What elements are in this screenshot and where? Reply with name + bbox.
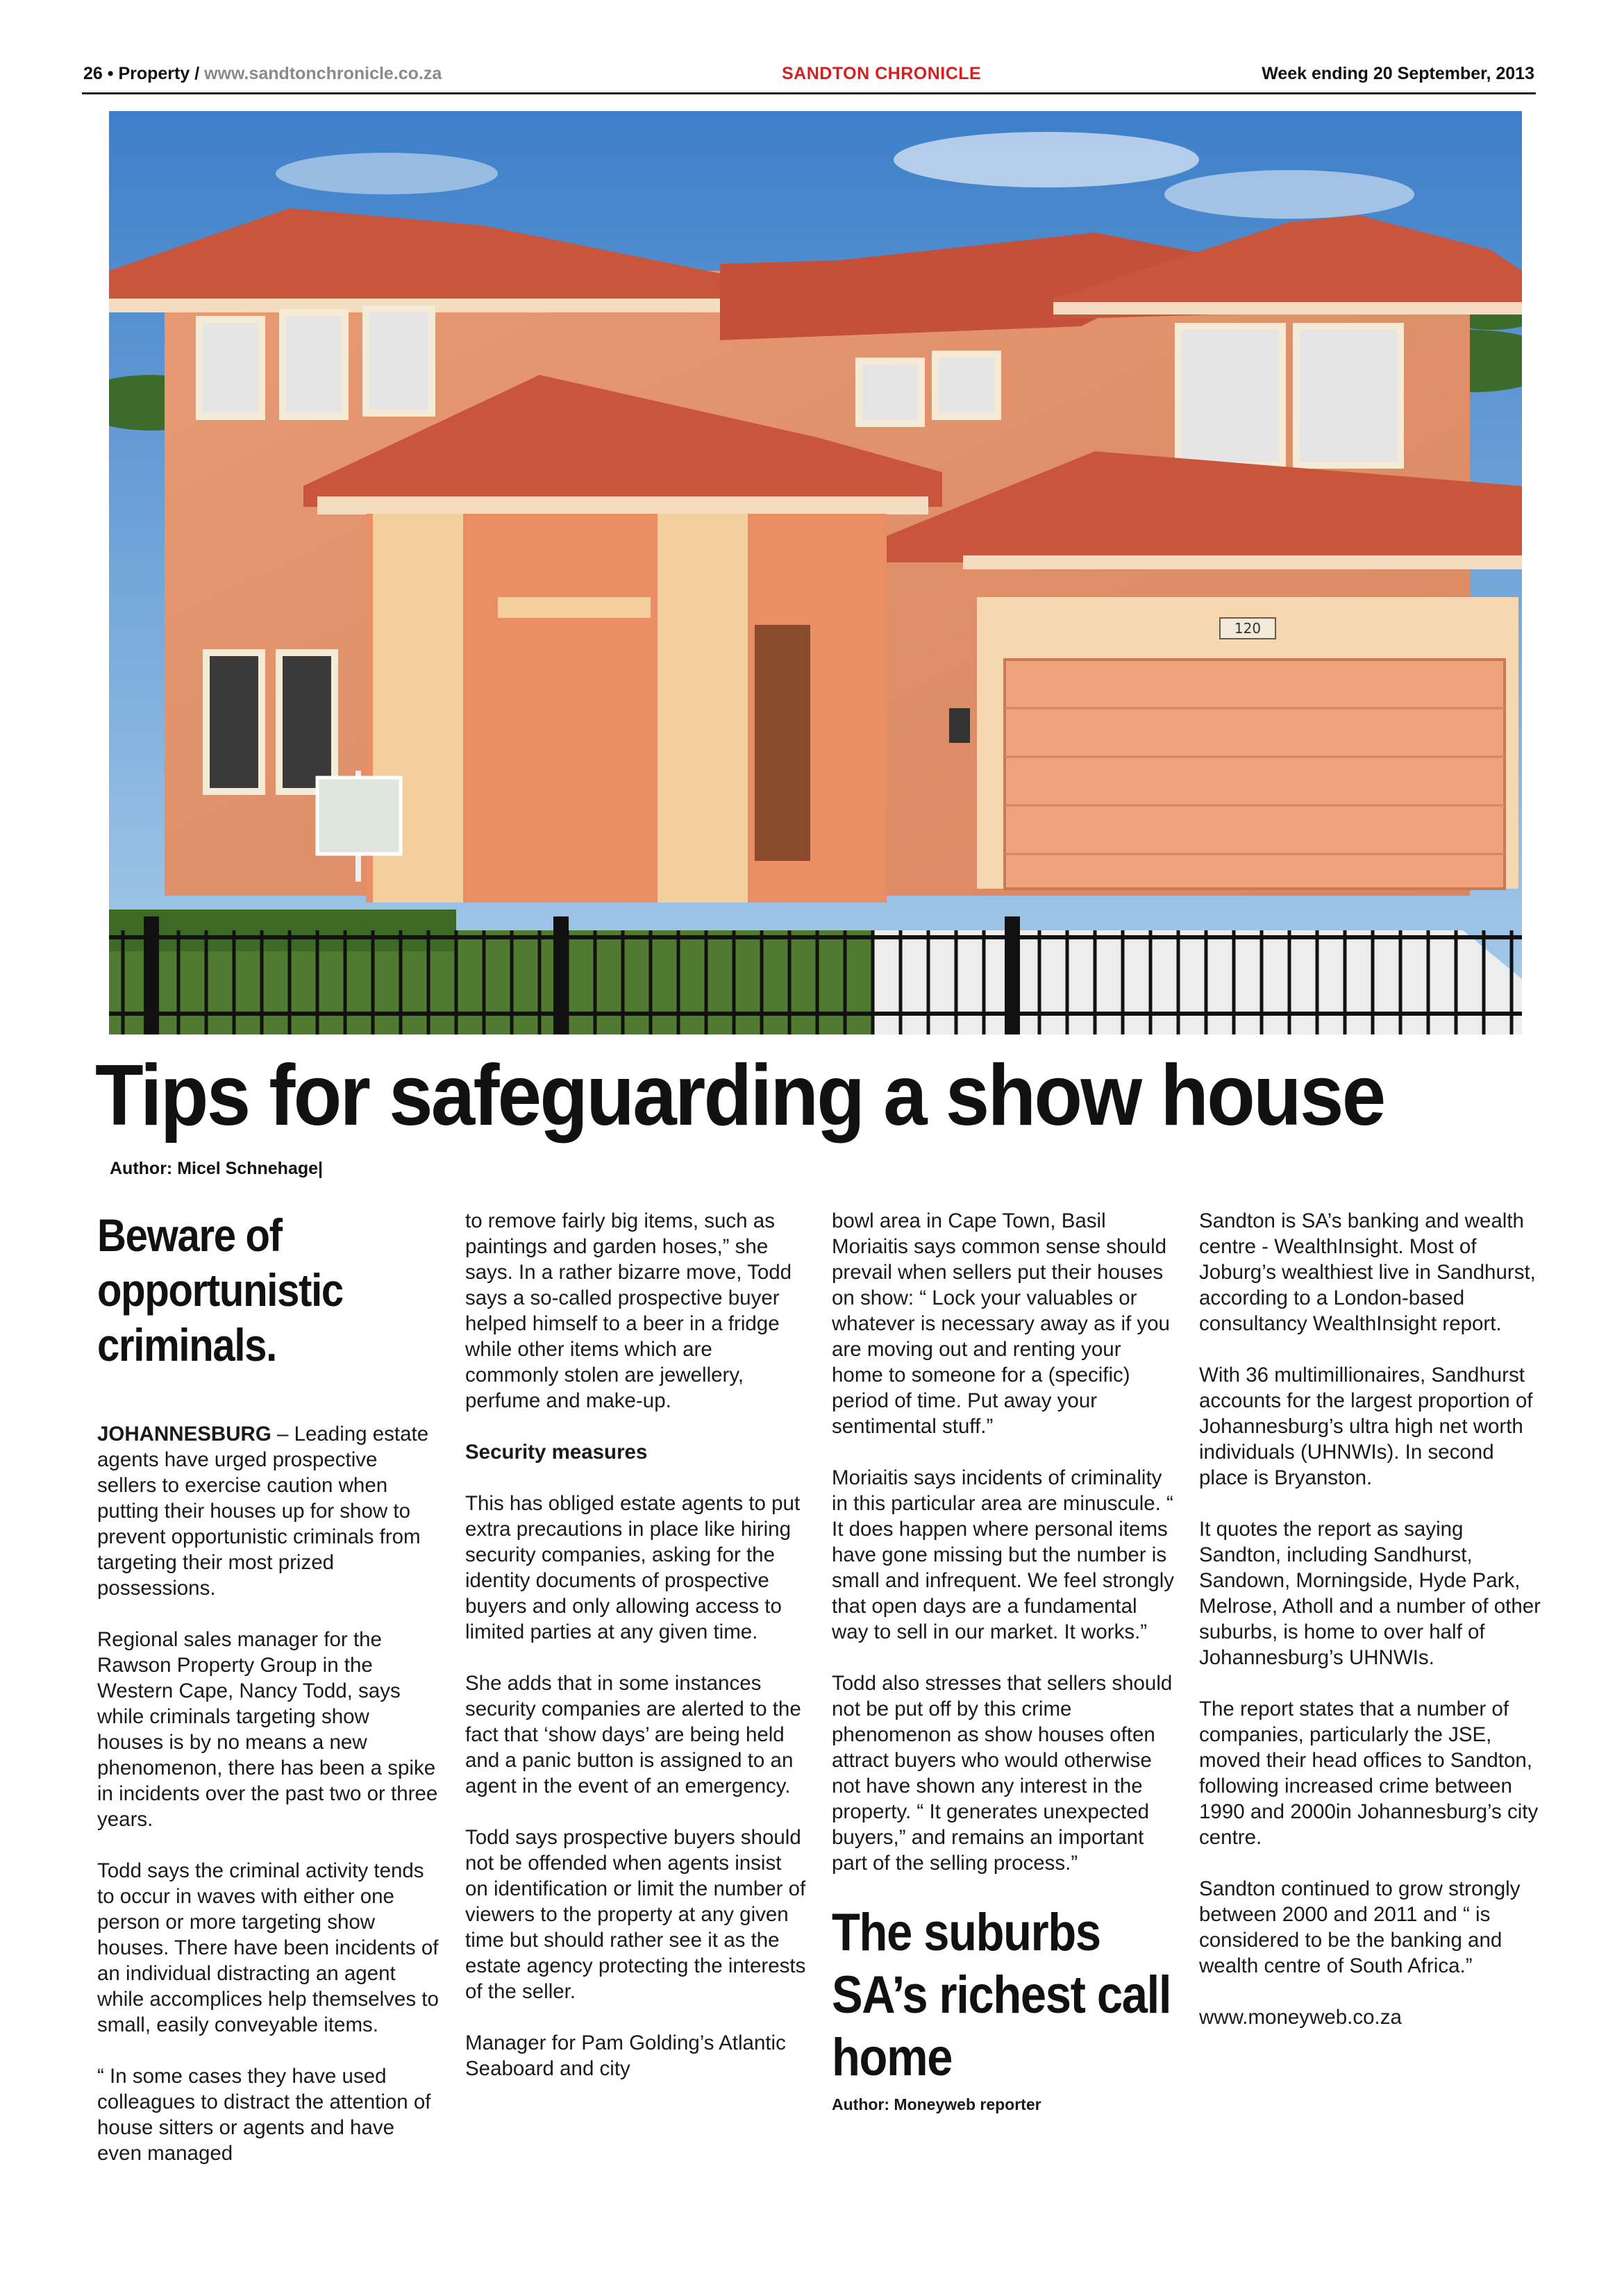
publication-name: SANDTON CHRONICLE (782, 64, 982, 83)
article-paragraph: Todd says prospective buyers should not be offended when agents insist on identification or limit the number of viewers to the property at any given time but should rather see it as the estate agency protecting the interests of the seller. (465, 1826, 806, 2003)
article-paragraph: JOHANNESBURG – Leading estate agents have urged prospective sellers to exercise caution when putting their houses up for show to prevent opportunistic criminals from targeting their most prized possessions. (97, 1423, 429, 1600)
page-section: 26 • Property / www.sandtonchronicle.co.za (83, 64, 442, 83)
article-paragraph: Moriaitis says incidents of criminality in this particular area are minuscule. “ It does happen where personal items have gone missing but the number is small and infrequent. We feel strongly that open days are a fundamental way to sell in our market. It works.” (832, 1466, 1175, 1643)
article-column-1 (97, 1208, 441, 2192)
article-subheading: Beware of opportunistic criminals. (97, 1209, 343, 1371)
article-column-2 (465, 1208, 809, 2107)
article-column-3 (832, 1208, 1175, 2118)
section-heading-security: Security measures (465, 1441, 648, 1464)
article-paragraph: Todd also stresses that sellers should not be put off by this crime phenomenon as show houses often attract buyers who would otherwise not have shown any interest in the property. “ It generates unexpected buyers,” and remains an important part of the selling process.” (832, 1672, 1173, 1875)
source-link[interactable]: www.moneyweb.co.za (1199, 2006, 1402, 2029)
article-paragraph: Manager for Pam Golding’s Atlantic Seaboard and city (465, 2031, 786, 2080)
dateline: JOHANNESBURG (97, 1423, 271, 1446)
article-paragraph: Sandton is SA’s banking and wealth centre - WealthInsight. Most of Joburg’s wealthiest live in Sandhurst, according to a London-based consultancy WealthInsight report. (1199, 1209, 1536, 1335)
house-number-plaque: 120 (1234, 620, 1262, 637)
article-byline: Author: Micel Schnehage| (110, 1159, 324, 1178)
article-paragraph: Sandton continued to grow strongly between 2000 and 2011 and “ is considered to be the banking and wealth centre of South Africa.” (1199, 1877, 1521, 1977)
article-paragraph: She adds that in some instances security companies are alerted to the fact that ‘show days’ are being held and a panic button is assigned to an agent in the event of an emergency. (465, 1672, 801, 1798)
article-paragraph: It quotes the report as saying Sandton, including Sandhurst, Sandown, Morningside, Hyde Park, Melrose, Atholl and a number of other suburbs, is home to over half of Johannesburg’s UHNWIs. (1199, 1518, 1541, 1669)
article-paragraph: bowl area in Cape Town, Basil Moriaitis says common sense should prevail when sellers put their houses on show: “ Lock your valuables or whatever is necessary away as if you are moving out and renting your home to someone for a (specific) period of time. Put away your sentimental stuff.” (832, 1209, 1170, 1438)
article-paragraph: Todd says the criminal activity tends to occur in waves with either one person or more targeting show houses. There have been incidents of an individual distracting an agent while accomplices help themselves to small, easily conveyable items. (97, 1859, 439, 2036)
website-url[interactable]: www.sandtonchronicle.co.za (204, 64, 442, 83)
second-article-headline: The suburbs SA’s richest call home (832, 1903, 1171, 2087)
second-article-byline: Author: Moneyweb reporter (832, 2095, 1041, 2113)
article-paragraph: Regional sales manager for the Rawson Property Group in the Western Cape, Nancy Todd, says while criminals targeting show houses is by no means a new phenomenon, there has been a spike in incidents over the past two or three years. (97, 1628, 438, 1831)
article-headline: Tips for safeguarding a show house (95, 1048, 1384, 1143)
article-paragraph: This has obliged estate agents to put extra precautions in place like hiring security companies, asking for the identity documents of prospective buyers and only allowing access to limited parties at any given time. (465, 1492, 801, 1643)
article-paragraph: The report states that a number of companies, particularly the JSE, moved their head offices to Sandton, following increased crime between 1990 and 2000in Johannesburg’s city centre. (1199, 1698, 1539, 1849)
header-rule (82, 92, 1536, 94)
issue-date: Week ending 20 September, 2013 (1262, 64, 1534, 83)
article-paragraph: With 36 multimillionaires, Sandhurst accounts for the largest proportion of Johannesburg’s ultra high net worth individuals (UHNWIs). In second place is Bryanston. (1199, 1364, 1533, 1489)
article-paragraph: “ In some cases they have used colleagues to distract the attention of house sitters or agents and have even managed (97, 2065, 431, 2165)
show-house-photo (109, 111, 1522, 1034)
article-paragraph: to remove fairly big items, such as paintings and garden hoses,” she says. In a rather bizarre move, Todd says a so-called prospective buyer helped himself to a beer in a fridge while other items which are commonly stolen are jewellery, perfume and make-up. (465, 1209, 792, 1412)
second-article-column (1199, 1208, 1543, 2056)
page-header (83, 64, 1534, 92)
